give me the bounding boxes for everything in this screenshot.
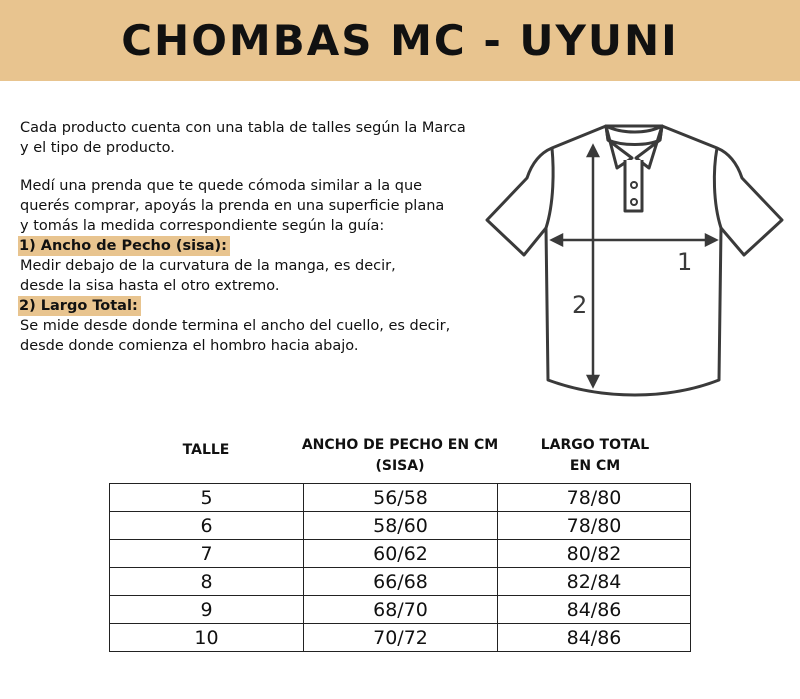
table-row xyxy=(110,596,691,624)
cell-largo: 78/80 xyxy=(498,512,691,540)
header-largo-line1: LARGO TOTAL xyxy=(540,437,650,453)
section-text: desde la sisa hasta el otro extremo. xyxy=(20,278,280,294)
intro-line: y tomás la medida correspondiente según la guía: xyxy=(20,218,385,234)
cell-largo: 84/86 xyxy=(498,596,691,624)
table-row xyxy=(110,484,691,512)
header-largo-line2: EN CM xyxy=(569,458,621,474)
cell-talle: 7 xyxy=(110,540,304,568)
length-label: 2 xyxy=(572,291,588,319)
cell-ancho: 58/60 xyxy=(304,512,498,540)
polo-shirt-diagram xyxy=(482,118,788,400)
section-text: Se mide desde donde termina el ancho del cuello, es decir, xyxy=(20,318,451,334)
header-talle: TALLE xyxy=(182,442,230,458)
cell-talle: 5 xyxy=(110,484,304,512)
cell-talle: 8 xyxy=(110,568,304,596)
header-largo xyxy=(515,435,675,477)
cell-ancho: 70/72 xyxy=(304,624,498,652)
section-title-chest: 1) Ancho de Pecho (sisa): xyxy=(18,236,230,256)
intro-line: Cada producto cuenta con una tabla de talles según la Marca xyxy=(20,120,466,136)
cell-largo: 78/80 xyxy=(498,484,691,512)
header-banner xyxy=(0,0,800,81)
table-row xyxy=(110,540,691,568)
page-title: CHOMBAS MC - UYUNI xyxy=(121,16,679,65)
header-ancho-line1: ANCHO DE PECHO EN CM xyxy=(301,437,499,453)
intro-line: Medí una prenda que te quede cómoda similar a la que xyxy=(20,178,423,194)
cell-ancho: 68/70 xyxy=(304,596,498,624)
section-text: desde donde comienza el hombro hacia abajo. xyxy=(20,338,359,354)
table-row xyxy=(110,512,691,540)
instructions xyxy=(20,118,480,356)
intro-line: y el tipo de producto. xyxy=(20,140,175,156)
table-row xyxy=(110,624,691,652)
intro-line: querés comprar, apoyás la prenda en una superficie plana xyxy=(20,198,445,214)
cell-largo: 84/86 xyxy=(498,624,691,652)
cell-talle: 6 xyxy=(110,512,304,540)
header-ancho-line2: (SISA) xyxy=(375,458,425,474)
size-table xyxy=(109,483,691,652)
section-text: Medir debajo de la curvatura de la manga, es decir, xyxy=(20,258,396,274)
cell-talle: 9 xyxy=(110,596,304,624)
cell-ancho: 66/68 xyxy=(304,568,498,596)
section-title-length: 2) Largo Total: xyxy=(18,296,141,316)
cell-talle: 10 xyxy=(110,624,304,652)
chest-label: 1 xyxy=(677,248,693,276)
cell-largo: 80/82 xyxy=(498,540,691,568)
cell-ancho: 56/58 xyxy=(304,484,498,512)
cell-largo: 82/84 xyxy=(498,568,691,596)
cell-ancho: 60/62 xyxy=(304,540,498,568)
table-row xyxy=(110,568,691,596)
header-ancho xyxy=(285,435,515,477)
